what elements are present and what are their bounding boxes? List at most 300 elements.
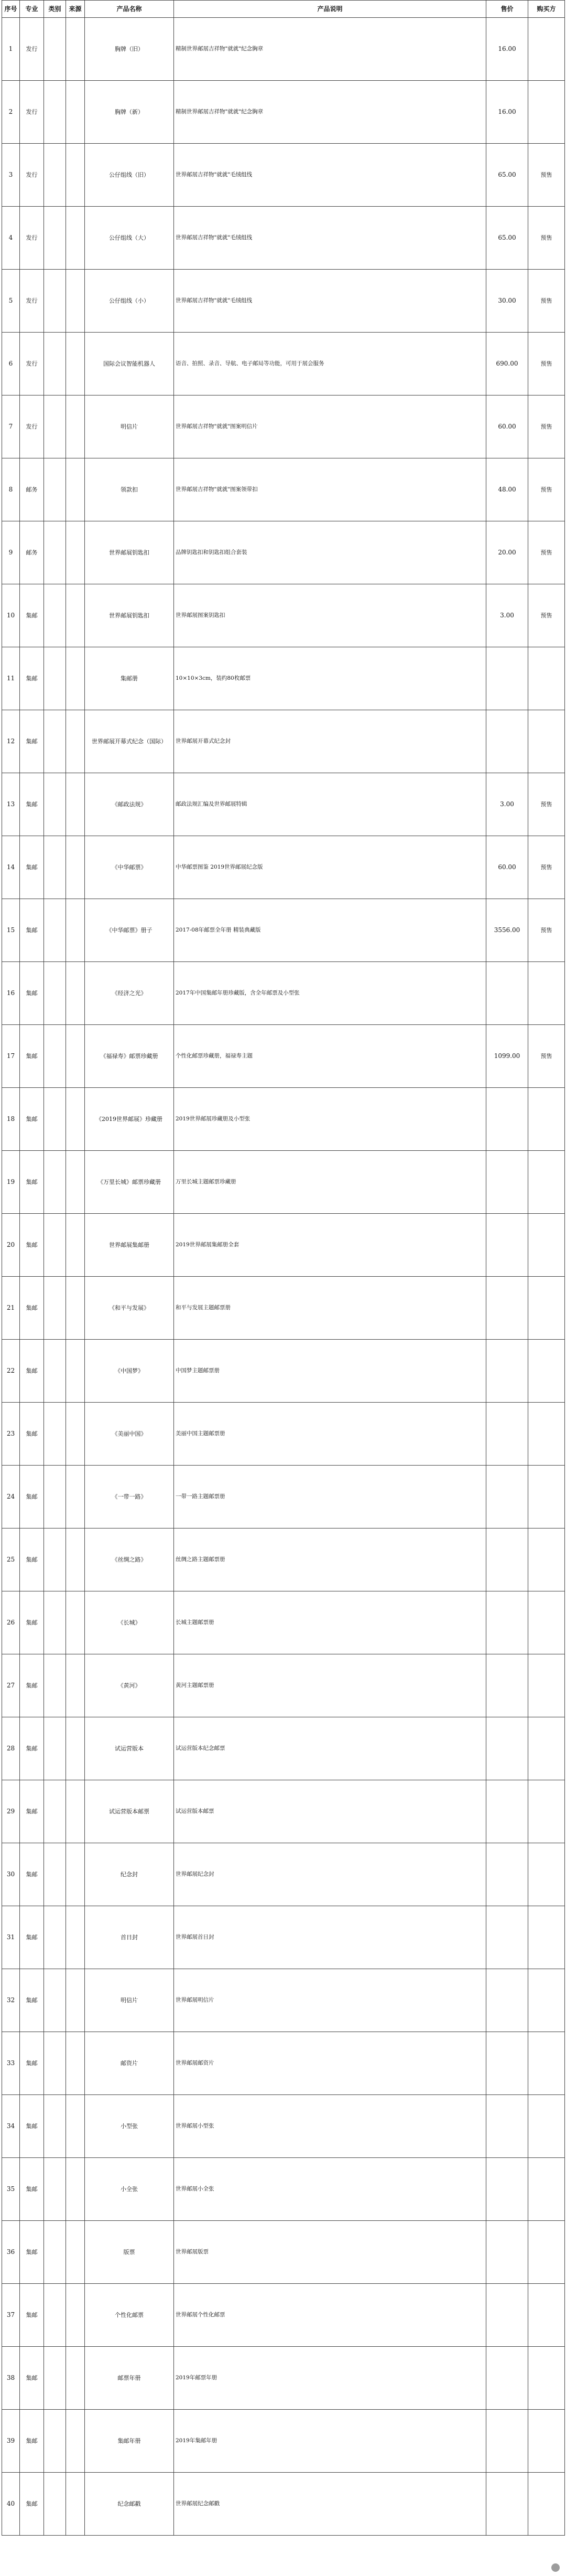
- row-buyer: [528, 1151, 565, 1214]
- header-desc: 产品说明: [174, 1, 486, 18]
- row-source: [66, 1843, 85, 1906]
- row-source: [66, 1780, 85, 1843]
- row-no: 38: [2, 2347, 20, 2410]
- table-row: [2, 1340, 565, 1403]
- row-buyer: [528, 1969, 565, 2032]
- row-no: 16: [2, 962, 20, 1025]
- row-price: [486, 962, 528, 1025]
- table-row: [2, 1025, 565, 1088]
- row-desc: 精制世界邮展吉祥物"就就"纪念胸章: [174, 81, 486, 144]
- row-buyer: 预售: [528, 333, 565, 396]
- row-buyer: [528, 1340, 565, 1403]
- table-row: [2, 1151, 565, 1214]
- row-price: [486, 2410, 528, 2473]
- row-name: 《中华邮票》: [85, 836, 174, 899]
- row-source: [66, 2032, 85, 2095]
- row-desc: 世界邮展纪念封: [174, 1843, 486, 1906]
- table-row: [2, 773, 565, 836]
- row-name: 集邮年册: [85, 2410, 174, 2473]
- header-buyer: 购买方: [528, 1, 565, 18]
- row-price: 16.00: [486, 18, 528, 81]
- table-row: [2, 1654, 565, 1717]
- row-category: [44, 899, 66, 962]
- row-no: 10: [2, 584, 20, 647]
- row-desc: 万里长城主题邮票珍藏册: [174, 1151, 486, 1214]
- row-source: [66, 2221, 85, 2284]
- row-source: [66, 1969, 85, 2032]
- header-name: 产品名称: [85, 1, 174, 18]
- table-row: [2, 2284, 565, 2347]
- table-row: [2, 521, 565, 584]
- row-desc: 世界邮展小型张: [174, 2095, 486, 2158]
- row-name: 《2019世界邮展》珍藏册: [85, 1088, 174, 1151]
- row-no: 33: [2, 2032, 20, 2095]
- row-category: [44, 2221, 66, 2284]
- row-buyer: 预售: [528, 144, 565, 207]
- row-name: 公仔组线（旧）: [85, 144, 174, 207]
- row-no: 17: [2, 1025, 20, 1088]
- row-name: 纪念封: [85, 1843, 174, 1906]
- table-row: [2, 2095, 565, 2158]
- header-price: 售价: [486, 1, 528, 18]
- row-source: [66, 18, 85, 81]
- row-name: 公仔组线（大）: [85, 207, 174, 270]
- row-source: [66, 521, 85, 584]
- row-price: 60.00: [486, 396, 528, 458]
- row-category: [44, 1969, 66, 2032]
- row-major: 集邮: [20, 1025, 44, 1088]
- row-source: [66, 2410, 85, 2473]
- row-price: [486, 1214, 528, 1277]
- row-major: 集邮: [20, 1529, 44, 1591]
- row-buyer: [528, 1843, 565, 1906]
- row-major: 集邮: [20, 962, 44, 1025]
- row-desc: 世界邮展首日封: [174, 1906, 486, 1969]
- table-row: [2, 2158, 565, 2221]
- row-price: [486, 2473, 528, 2536]
- row-major: 发行: [20, 81, 44, 144]
- row-category: [44, 270, 66, 333]
- row-no: 3: [2, 144, 20, 207]
- row-price: [486, 1780, 528, 1843]
- row-category: [44, 773, 66, 836]
- row-name: 明信片: [85, 396, 174, 458]
- row-buyer: 预售: [528, 521, 565, 584]
- row-price: [486, 1151, 528, 1214]
- row-major: 集邮: [20, 1969, 44, 2032]
- row-name: 首日封: [85, 1906, 174, 1969]
- row-price: [486, 1277, 528, 1340]
- row-price: [486, 2221, 528, 2284]
- row-buyer: [528, 1591, 565, 1654]
- header-source: 来源: [66, 1, 85, 18]
- row-buyer: [528, 1277, 565, 1340]
- row-desc: 世界邮展邮资片: [174, 2032, 486, 2095]
- row-source: [66, 2473, 85, 2536]
- table-row: [2, 1717, 565, 1780]
- row-price: [486, 1340, 528, 1403]
- table-row: [2, 1214, 565, 1277]
- row-major: 集邮: [20, 647, 44, 710]
- row-price: [486, 2158, 528, 2221]
- row-major: 发行: [20, 396, 44, 458]
- row-name: 《万里长城》邮票珍藏册: [85, 1151, 174, 1214]
- row-source: [66, 144, 85, 207]
- row-source: [66, 836, 85, 899]
- row-desc: 2019年邮票年册: [174, 2347, 486, 2410]
- row-major: 集邮: [20, 2032, 44, 2095]
- row-price: 65.00: [486, 144, 528, 207]
- table-row: [2, 1403, 565, 1466]
- row-price: [486, 1969, 528, 2032]
- row-desc: 2019世界邮展珍藏册及小型张: [174, 1088, 486, 1151]
- row-name: 《中国梦》: [85, 1340, 174, 1403]
- row-buyer: [528, 962, 565, 1025]
- row-source: [66, 1906, 85, 1969]
- row-major: 集邮: [20, 1340, 44, 1403]
- row-name: 试运营版本邮票: [85, 1780, 174, 1843]
- row-price: 690.00: [486, 333, 528, 396]
- row-buyer: [528, 1403, 565, 1466]
- row-buyer: [528, 2032, 565, 2095]
- row-desc: 语音、拍照、录音、导航、电子邮局等功能，可用于展会服务: [174, 333, 486, 396]
- row-price: 65.00: [486, 207, 528, 270]
- row-source: [66, 207, 85, 270]
- row-no: 5: [2, 270, 20, 333]
- row-desc: 2017-08年邮票全年册 精装典藏版: [174, 899, 486, 962]
- row-buyer: [528, 81, 565, 144]
- row-no: 11: [2, 647, 20, 710]
- row-category: [44, 458, 66, 521]
- row-major: 集邮: [20, 773, 44, 836]
- row-name: 世界邮展钥匙扣: [85, 521, 174, 584]
- row-category: [44, 2410, 66, 2473]
- row-source: [66, 647, 85, 710]
- row-no: 27: [2, 1654, 20, 1717]
- row-desc: 2019年集邮年册: [174, 2410, 486, 2473]
- row-category: [44, 521, 66, 584]
- row-no: 39: [2, 2410, 20, 2473]
- row-desc: 10×10×3cm，装约80枚邮票: [174, 647, 486, 710]
- row-category: [44, 1025, 66, 1088]
- row-name: 明信片: [85, 1969, 174, 2032]
- row-category: [44, 1214, 66, 1277]
- table-row: [2, 710, 565, 773]
- row-major: 集邮: [20, 2347, 44, 2410]
- row-major: 集邮: [20, 1277, 44, 1340]
- table-row: [2, 962, 565, 1025]
- row-price: [486, 1466, 528, 1529]
- row-name: 个性化邮票: [85, 2284, 174, 2347]
- row-desc: 世界邮展吉祥物"就就"图案领带扣: [174, 458, 486, 521]
- row-major: 集邮: [20, 1591, 44, 1654]
- row-buyer: [528, 2410, 565, 2473]
- row-major: 集邮: [20, 2410, 44, 2473]
- row-price: 16.00: [486, 81, 528, 144]
- table-row: [2, 584, 565, 647]
- row-category: [44, 1780, 66, 1843]
- table-row: [2, 458, 565, 521]
- row-category: [44, 1654, 66, 1717]
- row-price: [486, 1654, 528, 1717]
- row-major: 发行: [20, 18, 44, 81]
- row-category: [44, 2347, 66, 2410]
- row-buyer: [528, 1780, 565, 1843]
- row-no: 6: [2, 333, 20, 396]
- row-category: [44, 2284, 66, 2347]
- row-buyer: [528, 2284, 565, 2347]
- row-no: 18: [2, 1088, 20, 1151]
- row-source: [66, 2347, 85, 2410]
- row-name: 《黄河》: [85, 1654, 174, 1717]
- row-category: [44, 1529, 66, 1591]
- row-source: [66, 1025, 85, 1088]
- row-no: 37: [2, 2284, 20, 2347]
- table-row: [2, 2473, 565, 2536]
- table-row: [2, 18, 565, 81]
- row-major: 集邮: [20, 2221, 44, 2284]
- row-price: [486, 1717, 528, 1780]
- row-source: [66, 2095, 85, 2158]
- table-row: [2, 1780, 565, 1843]
- row-category: [44, 18, 66, 81]
- row-source: [66, 81, 85, 144]
- row-major: 集邮: [20, 2473, 44, 2536]
- table-row: [2, 2410, 565, 2473]
- row-major: 集邮: [20, 1466, 44, 1529]
- row-major: 集邮: [20, 1403, 44, 1466]
- row-name: 国际会议智能机器人: [85, 333, 174, 396]
- row-desc: 个性化邮票珍藏册，福禄寿主题: [174, 1025, 486, 1088]
- row-price: [486, 2347, 528, 2410]
- row-major: 集邮: [20, 2284, 44, 2347]
- table-row: [2, 81, 565, 144]
- row-major: 邮务: [20, 458, 44, 521]
- row-category: [44, 1843, 66, 1906]
- row-no: 25: [2, 1529, 20, 1591]
- row-major: 发行: [20, 333, 44, 396]
- row-name: 胸牌（新）: [85, 81, 174, 144]
- row-desc: 长城主题邮票册: [174, 1591, 486, 1654]
- row-source: [66, 270, 85, 333]
- row-price: [486, 2032, 528, 2095]
- row-category: [44, 1466, 66, 1529]
- row-category: [44, 1088, 66, 1151]
- row-price: 3.00: [486, 773, 528, 836]
- row-buyer: [528, 2158, 565, 2221]
- table-row: [2, 1529, 565, 1591]
- row-category: [44, 647, 66, 710]
- row-category: [44, 962, 66, 1025]
- row-no: 26: [2, 1591, 20, 1654]
- row-no: 12: [2, 710, 20, 773]
- row-desc: 2019世界邮展集邮册全套: [174, 1214, 486, 1277]
- row-price: [486, 2095, 528, 2158]
- row-no: 24: [2, 1466, 20, 1529]
- row-price: 3556.00: [486, 899, 528, 962]
- row-source: [66, 1340, 85, 1403]
- row-buyer: [528, 1654, 565, 1717]
- row-category: [44, 2158, 66, 2221]
- row-buyer: 预售: [528, 270, 565, 333]
- row-no: 21: [2, 1277, 20, 1340]
- row-major: 集邮: [20, 1654, 44, 1717]
- row-category: [44, 1403, 66, 1466]
- row-price: 20.00: [486, 521, 528, 584]
- row-price: [486, 647, 528, 710]
- row-source: [66, 1277, 85, 1340]
- row-no: 13: [2, 773, 20, 836]
- row-buyer: [528, 18, 565, 81]
- row-name: 《长城》: [85, 1591, 174, 1654]
- wechat-icon: [551, 2563, 560, 2572]
- row-major: 集邮: [20, 1843, 44, 1906]
- row-no: 7: [2, 396, 20, 458]
- row-no: 30: [2, 1843, 20, 1906]
- row-name: 世界邮展集邮册: [85, 1214, 174, 1277]
- table-row: [2, 270, 565, 333]
- row-name: 集邮册: [85, 647, 174, 710]
- row-no: 36: [2, 2221, 20, 2284]
- row-buyer: [528, 1529, 565, 1591]
- row-desc: 品牌钥匙扣和钥匙扣组合套装: [174, 521, 486, 584]
- row-category: [44, 396, 66, 458]
- row-buyer: [528, 1717, 565, 1780]
- row-price: [486, 1529, 528, 1591]
- row-name: 《一带一路》: [85, 1466, 174, 1529]
- row-buyer: [528, 2221, 565, 2284]
- row-desc: 精制世界邮展吉祥物"就就"纪念胸章: [174, 18, 486, 81]
- row-name: 小全张: [85, 2158, 174, 2221]
- row-buyer: [528, 710, 565, 773]
- row-major: 集邮: [20, 1088, 44, 1151]
- row-category: [44, 1591, 66, 1654]
- row-desc: 世界邮展小全张: [174, 2158, 486, 2221]
- row-price: 3.00: [486, 584, 528, 647]
- row-desc: 世界邮展图案钥匙扣: [174, 584, 486, 647]
- row-no: 2: [2, 81, 20, 144]
- row-desc: 试运营版本纪念邮票: [174, 1717, 486, 1780]
- row-category: [44, 1340, 66, 1403]
- row-source: [66, 458, 85, 521]
- row-price: [486, 2284, 528, 2347]
- row-buyer: 预售: [528, 458, 565, 521]
- row-category: [44, 207, 66, 270]
- table-row: [2, 1277, 565, 1340]
- row-desc: 黄河主题邮票册: [174, 1654, 486, 1717]
- row-source: [66, 333, 85, 396]
- table-row: [2, 836, 565, 899]
- table-row: [2, 1843, 565, 1906]
- table-row: [2, 2221, 565, 2284]
- row-source: [66, 1214, 85, 1277]
- row-category: [44, 1151, 66, 1214]
- row-no: 34: [2, 2095, 20, 2158]
- row-buyer: [528, 2473, 565, 2536]
- row-price: 30.00: [486, 270, 528, 333]
- row-name: 邮票年册: [85, 2347, 174, 2410]
- row-name: 公仔组线（小）: [85, 270, 174, 333]
- row-buyer: 预售: [528, 207, 565, 270]
- row-price: [486, 1906, 528, 1969]
- header-no: 序号: [2, 1, 20, 18]
- row-price: [486, 1843, 528, 1906]
- row-category: [44, 710, 66, 773]
- header-category: 类别: [44, 1, 66, 18]
- row-name: 《美丽中国》: [85, 1403, 174, 1466]
- row-name: 纪念邮戳: [85, 2473, 174, 2536]
- row-buyer: [528, 2095, 565, 2158]
- row-name: 《和平与发展》: [85, 1277, 174, 1340]
- row-desc: 世界邮展吉祥物"就就"毛绒组线: [174, 207, 486, 270]
- row-source: [66, 396, 85, 458]
- row-major: 集邮: [20, 2095, 44, 2158]
- row-buyer: 预售: [528, 396, 565, 458]
- row-no: 4: [2, 207, 20, 270]
- row-name: 《邮政法规》: [85, 773, 174, 836]
- row-no: 20: [2, 1214, 20, 1277]
- row-price: [486, 1088, 528, 1151]
- table-row: [2, 1906, 565, 1969]
- row-category: [44, 584, 66, 647]
- row-desc: 世界邮展吉祥物"就就"毛绒组线: [174, 270, 486, 333]
- row-no: 28: [2, 1717, 20, 1780]
- row-name: 《中华邮票》册子: [85, 899, 174, 962]
- row-no: 35: [2, 2158, 20, 2221]
- row-no: 9: [2, 521, 20, 584]
- row-desc: 世界邮展吉祥物"就就"图案明信片: [174, 396, 486, 458]
- row-no: 15: [2, 899, 20, 962]
- row-desc: 世界邮展版票: [174, 2221, 486, 2284]
- row-name: 版票: [85, 2221, 174, 2284]
- row-major: 集邮: [20, 2158, 44, 2221]
- row-category: [44, 1277, 66, 1340]
- row-source: [66, 773, 85, 836]
- row-category: [44, 2032, 66, 2095]
- row-desc: 丝绸之路主题邮票册: [174, 1529, 486, 1591]
- row-no: 31: [2, 1906, 20, 1969]
- row-source: [66, 899, 85, 962]
- row-name: 小型张: [85, 2095, 174, 2158]
- row-category: [44, 2095, 66, 2158]
- row-buyer: [528, 1466, 565, 1529]
- row-no: 32: [2, 1969, 20, 2032]
- row-desc: 世界邮展明信片: [174, 1969, 486, 2032]
- row-name: 世界邮展钥匙扣: [85, 584, 174, 647]
- row-name: 邮资片: [85, 2032, 174, 2095]
- table-row: [2, 899, 565, 962]
- row-major: 集邮: [20, 1780, 44, 1843]
- row-buyer: 预售: [528, 899, 565, 962]
- table-row: [2, 2347, 565, 2410]
- row-desc: 中华邮票图鉴 2019世界邮展纪念版: [174, 836, 486, 899]
- row-source: [66, 1151, 85, 1214]
- row-category: [44, 1717, 66, 1780]
- row-buyer: 预售: [528, 773, 565, 836]
- row-category: [44, 144, 66, 207]
- row-buyer: 预售: [528, 836, 565, 899]
- row-source: [66, 1403, 85, 1466]
- table-row: [2, 144, 565, 207]
- row-major: 发行: [20, 270, 44, 333]
- row-desc: 美丽中国主题邮票册: [174, 1403, 486, 1466]
- row-major: 集邮: [20, 899, 44, 962]
- table-row: [2, 1969, 565, 2032]
- row-major: 发行: [20, 207, 44, 270]
- row-source: [66, 2284, 85, 2347]
- row-source: [66, 962, 85, 1025]
- row-no: 23: [2, 1403, 20, 1466]
